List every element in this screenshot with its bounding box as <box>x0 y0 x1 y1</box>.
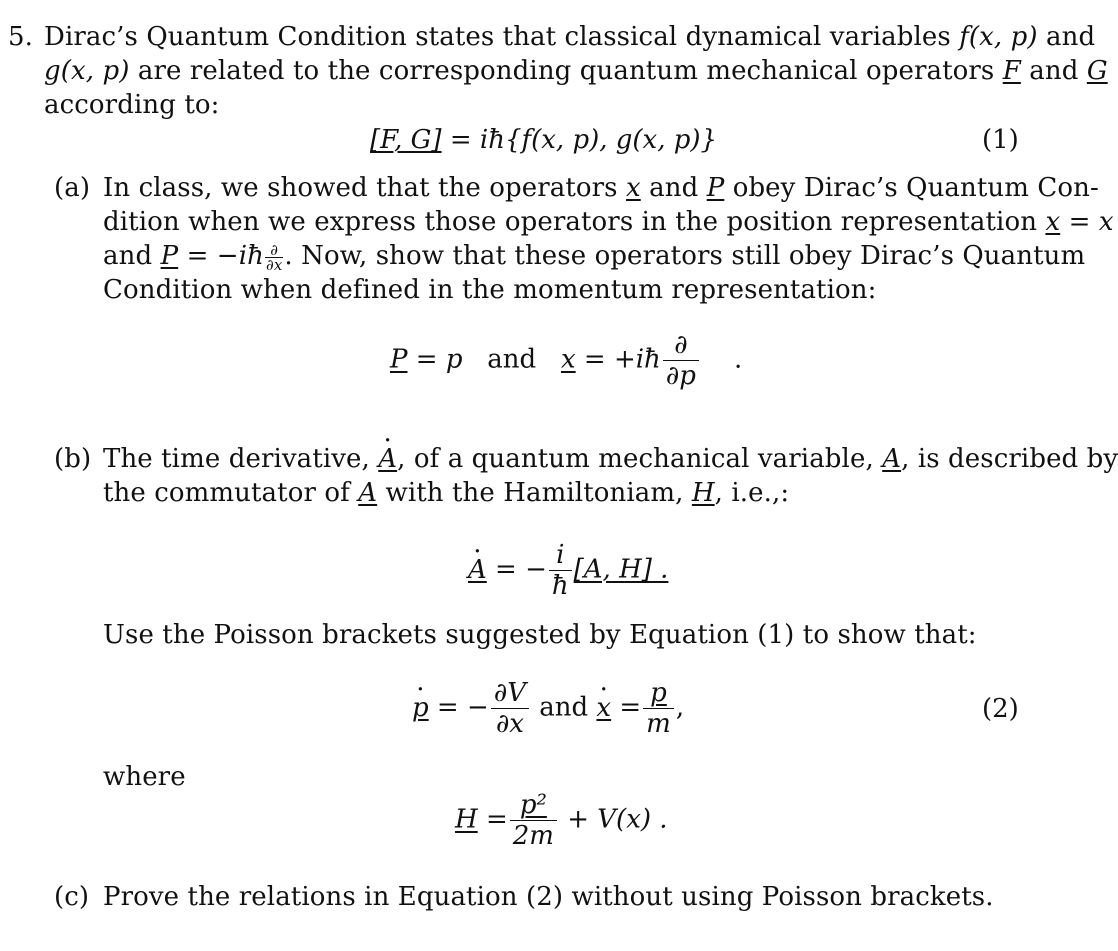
part-a-line4: Condition when defined in the momentum representation: <box>103 275 877 305</box>
part-b-label: (b) <box>54 444 92 474</box>
problem-intro-line3: according to: <box>44 90 220 120</box>
equation-1-number: (1) <box>982 125 1019 155</box>
part-c-line1: Prove the relations in Equation (2) without using Poisson brackets. <box>103 882 994 912</box>
equation-time-derivative: A · = − $\frac{i}{ħ}$ [A, H] . <box>468 540 668 601</box>
part-a-line2: dition when we express those operators in the position representation x = x <box>103 207 1114 237</box>
part-a-line1: In class, we showed that the operators x and P obey Dirac’s Quantum Con- <box>103 173 1099 203</box>
equation-2-number: (2) <box>982 694 1019 724</box>
part-b-line1: The time derivative, A ·, of a quantum mechanical variable, A, is described by <box>103 442 1118 476</box>
equation-1: [F, G] = iħ{f(x, p), g(x, p)} <box>370 125 718 155</box>
operator-F: F <box>1002 56 1021 86</box>
problem-intro-line2: g(x, p) are related to the corresponding quantum mechanical operators F and G <box>44 56 1108 86</box>
part-b-line3: Use the Poisson brackets suggested by Equation (1) to show that: <box>103 620 977 650</box>
part-a-label: (a) <box>54 173 91 203</box>
equation-hamiltonian: H = $\frac{\text{p²}}{2m}$ + V(x) . <box>455 790 668 851</box>
partial-x-fraction: $\frac{\partial}{\partial x}$ <box>265 240 283 274</box>
equation-momentum-rep: P = p and x = +iħ $\frac{\partial}{\partial p}$ . <box>390 330 743 391</box>
part-c-label: (c) <box>54 882 90 912</box>
var-g: g(x, p) <box>44 56 130 86</box>
operator-G: G <box>1086 56 1108 86</box>
problem-intro-line1: Dirac’s Quantum Condition states that classical dynamical variables f(x, p) and <box>44 22 1096 52</box>
partial-p-fraction: $\frac{\partial}{\partial p}$ <box>663 330 699 391</box>
A-dot: A · <box>378 442 397 476</box>
part-a-line3: and P = −iħ $\frac{\partial}{\partial x}$ . Now, show that these operators still obey Dirac’s Quantum <box>103 240 1086 274</box>
problem-number: 5. <box>8 22 34 52</box>
var-f: f(x, p) <box>959 22 1038 52</box>
part-b-line2: the commutator of A with the Hamiltoniam, H, i.e.,: <box>103 478 790 508</box>
equation-2: p · = − $\frac{\partial V}{\partial x}$ and x · = $\frac{p}{m}$ , <box>412 678 684 739</box>
where-text: where <box>103 762 186 792</box>
